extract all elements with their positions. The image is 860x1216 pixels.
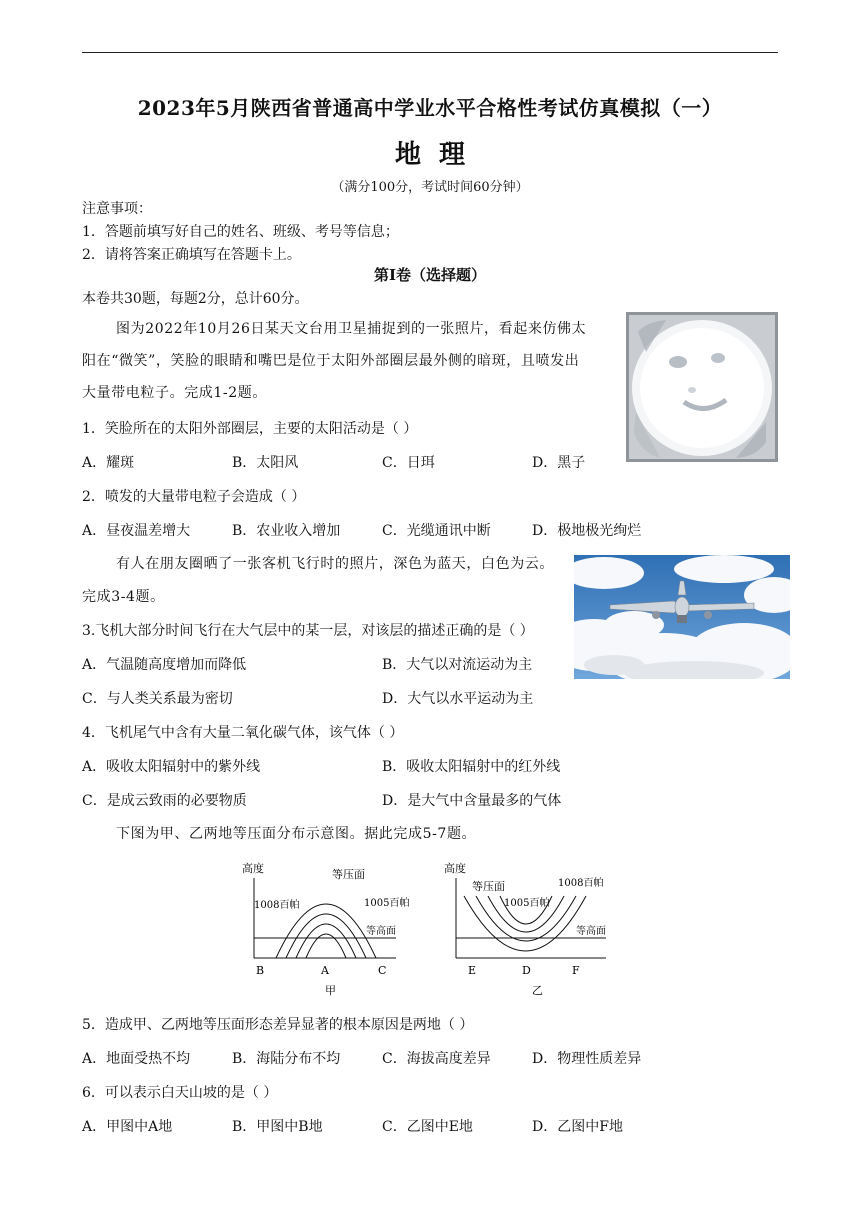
passage-line: 完成3-4题。 [82,589,165,605]
isobar-diagram [236,856,616,1000]
option: B．海陆分布不均 [232,1051,341,1067]
option: D．黑子 [532,455,586,471]
notes-heading: 注意事项： [82,201,152,217]
pressure-label: 1008百帕 [254,900,300,911]
passage-line: 下图为甲、乙两地等压面分布示意图。据此完成5-7题。 [116,826,477,842]
option: A．甲图中A地 [82,1119,173,1135]
option: B．农业收入增加 [232,523,341,539]
passage-line: 阳在“微笑”，笑脸的眼睛和嘴巴是位于太阳外部圈层最外侧的暗斑，且喷发出 [82,353,580,369]
option: C．海拔高度差异 [382,1051,491,1067]
level-label: 等高面 [576,926,606,937]
option: B．太阳风 [232,455,299,471]
question-stem: 6．可以表示白天山坡的是（ ） [82,1085,278,1101]
option: C．光缆通讯中断 [382,523,491,539]
level-label: 等高面 [366,926,396,937]
diagram-yi [444,861,606,997]
exam-info: （满分100分，考试时间60分钟） [331,180,529,195]
option: A．气温随高度增加而降低 [82,657,247,673]
passage-line: 图为2022年10月26日某天文台用卫星捕捉到的一张照片，看起来仿佛太 [116,321,587,337]
question-stem: 3.飞机大部分时间飞行在大气层中的某一层，对该层的描述正确的是（ ） [82,623,534,639]
point-label: F [572,964,580,977]
point-label: D [522,964,531,977]
diagram-jia [242,861,409,997]
subject-title: 地理 [394,140,483,170]
axis-label: 高度 [444,862,466,875]
section-intro: 本卷共30题，每题2分，总计60分。 [82,291,309,307]
point-label: C [378,964,387,977]
airplane-clouds-photo [574,555,790,679]
isobar-label: 等压面 [332,868,365,881]
option: B．吸收太阳辐射中的红外线 [382,759,561,775]
pressure-label: 1005百帕 [504,898,550,909]
option: A．耀斑 [82,455,135,471]
option: C．乙图中E地 [382,1119,473,1135]
point-label: B [256,964,265,977]
header-rule [82,52,778,53]
isobar-label: 等压面 [472,880,505,893]
sun-smile-photo [626,312,778,462]
diagram-caption: 甲 [325,984,336,997]
pressure-label: 1005百帕 [364,898,410,909]
option: D．大气以水平运动为主 [382,691,534,707]
option: C．日珥 [382,455,435,471]
option: A．吸收太阳辐射中的紫外线 [82,759,261,775]
question-stem: 2．喷发的大量带电粒子会造成（ ） [82,489,306,505]
option: D．物理性质差异 [532,1051,642,1067]
passage-line: 大量带电粒子。完成1-2题。 [82,385,267,401]
axis-label: 高度 [242,862,264,875]
point-label: E [468,964,477,977]
note-item: 1．答题前填写好自己的姓名、班级、考号等信息； [82,224,399,240]
question-stem: 5．造成甲、乙两地等压面形态差异显著的根本原因是两地（ ） [82,1017,474,1033]
option: B．甲图中B地 [232,1119,323,1135]
option: D．极地极光绚烂 [532,523,642,539]
option: C．是成云致雨的必要物质 [82,793,247,809]
option: C．与人类关系最为密切 [82,691,233,707]
diagram-caption: 乙 [532,984,543,997]
option: A．昼夜温差增大 [82,523,191,539]
passage-line: 有人在朋友圈晒了一张客机飞行时的照片，深色为蓝天，白色为云。 [116,556,554,572]
option: A．地面受热不均 [82,1051,191,1067]
option: D．乙图中F地 [532,1119,623,1135]
option: B．大气以对流运动为主 [382,657,533,673]
point-label: A [321,964,329,977]
section-title: 第Ⅰ卷（选择题） [373,266,487,284]
note-item: 2．请将答案正确填写在答题卡上。 [82,247,301,263]
pressure-label: 1008百帕 [558,878,604,889]
question-stem: 4．飞机尾气中含有大量二氧化碳气体，该气体（ ） [82,725,404,741]
question-stem: 1．笑脸所在的太阳外部圈层，主要的太阳活动是（ ） [82,421,418,437]
option: D．是大气中含量最多的气体 [382,793,562,809]
exam-title: 2023年5月陕西省普通高中学业水平合格性考试仿真模拟（一） [137,96,723,120]
